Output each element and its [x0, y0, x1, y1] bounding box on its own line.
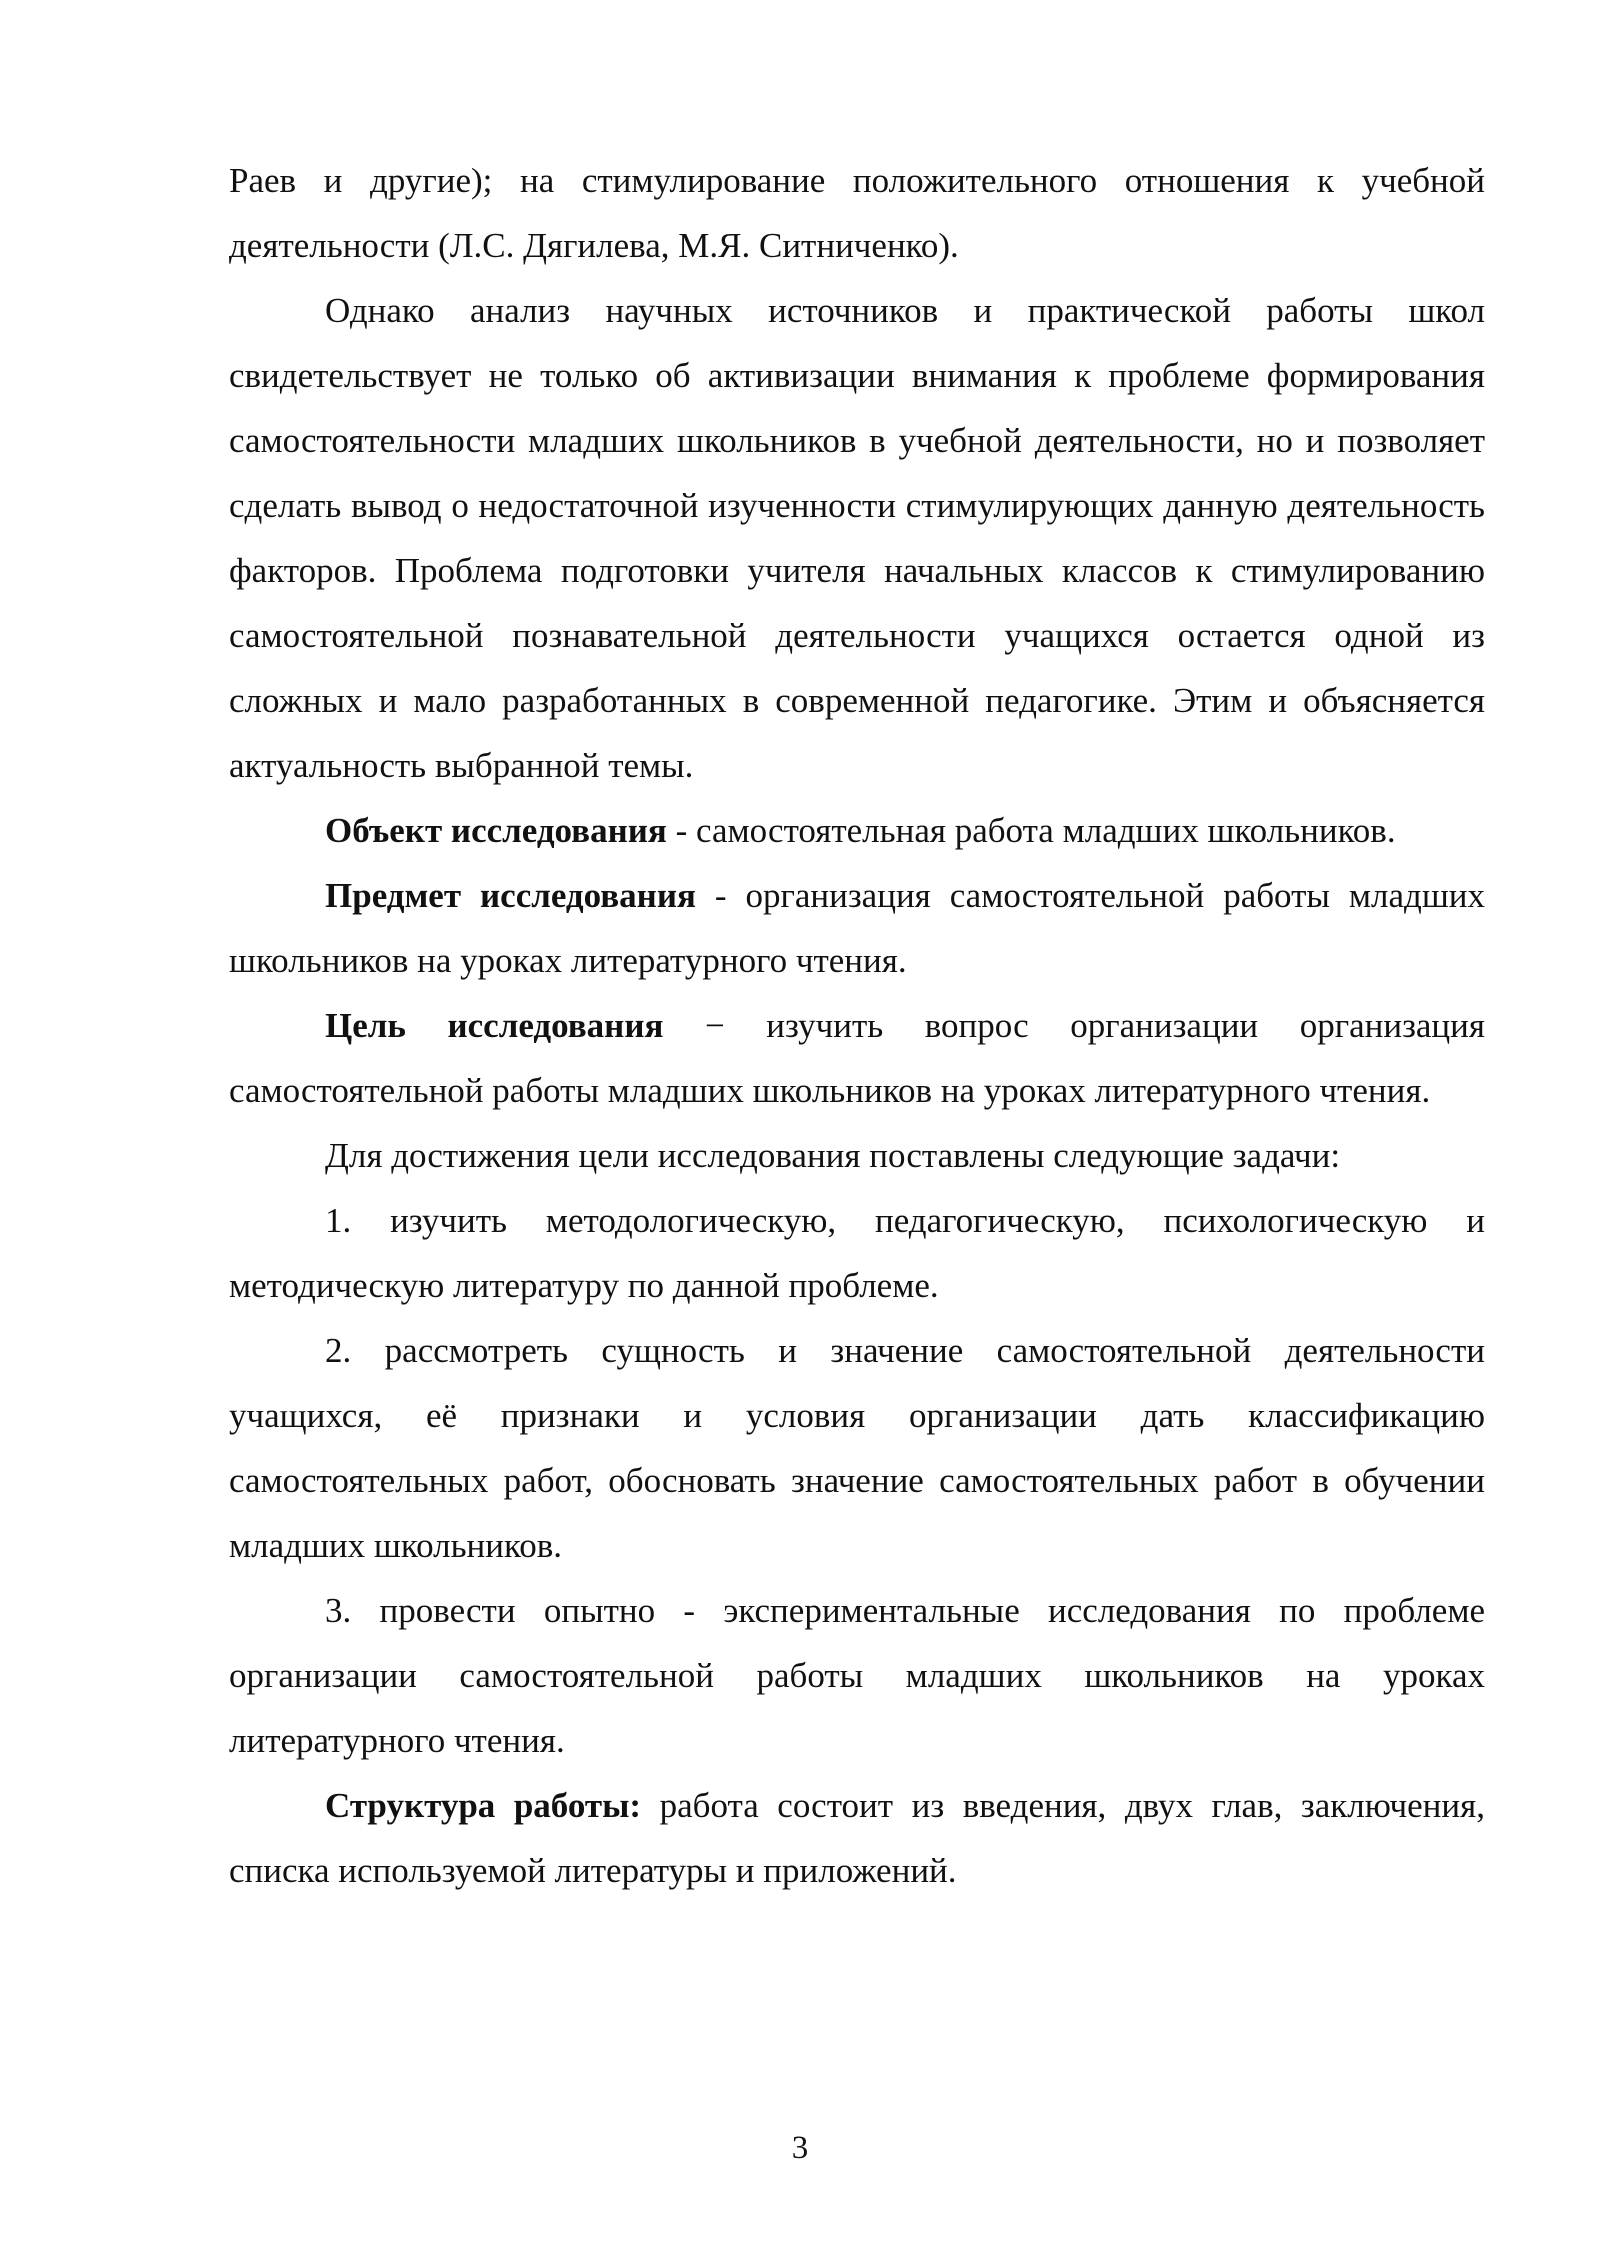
body-text	[229, 148, 1485, 1903]
research-goal-label: Цель исследования	[325, 1006, 664, 1045]
task-item-1	[229, 1188, 1485, 1318]
task-item-3	[229, 1578, 1485, 1773]
paragraph-tasks-intro	[229, 1123, 1485, 1188]
task-text: 3. провести опытно - экспериментальные исследования по проблеме организации самостоятельной работы младших школьников на уроках литературного чтения.	[229, 1591, 1485, 1760]
task-text: 1. изучить методологическую, педагогическую, психологическую и методическую литературу по данной проблеме.	[229, 1201, 1485, 1305]
paragraph-research-object	[229, 798, 1485, 863]
research-object-label: Объект исследования	[325, 811, 667, 850]
structure-label: Структура работы:	[325, 1786, 642, 1825]
paragraph-continuation	[229, 148, 1485, 278]
paragraph-research-goal	[229, 993, 1485, 1123]
paragraph-analysis	[229, 278, 1485, 798]
research-object-text: - самостоятельная работа младших школьников.	[666, 811, 1396, 850]
research-goal-text: − изучить вопрос организации организация самостоятельной работы младших школьников на уроках литературного чтения.	[229, 1006, 1485, 1110]
paragraph-structure	[229, 1773, 1485, 1903]
paragraph-text: Для достижения цели исследования поставлены следующие задачи:	[325, 1136, 1341, 1175]
paragraph-text: Однако анализ научных источников и практической работы школ свидетельствует не только об активизации внимания к проблеме формирования самостоятельности младших школьников в учебной деятельности, но и позволяет сделать вывод о недостаточной изученности стимулирующих данную деятельность факторов. Проблема подготовки учителя начальных классов к стимулированию самостоятельной познавательной деятельности учащихся остается одной из сложных и мало разработанных в современной педагогике. Этим и объясняется актуальность выбранной темы.	[229, 291, 1485, 785]
structure-text: работа состоит из введения, двух глав, заключения, списка используемой литературы и приложений.	[229, 1786, 1485, 1890]
paragraph-text: Раев и другие); на стимулирование положительного отношения к учебной деятельности (Л.С. Дягилева, М.Я. Ситниченко).	[229, 161, 1485, 265]
research-subject-label: Предмет исследования	[325, 876, 696, 915]
paragraph-research-subject	[229, 863, 1485, 993]
task-item-2	[229, 1318, 1485, 1578]
task-text: 2. рассмотреть сущность и значение самостоятельной деятельности учащихся, её признаки и условия организации дать классификацию самостоятельных работ, обосновать значение самостоятельных работ в обучении младших школьников.	[229, 1331, 1485, 1565]
research-subject-text: - организация самостоятельной работы младших школьников на уроках литературного чтения.	[229, 876, 1485, 980]
page-number: 3	[791, 2130, 809, 2166]
